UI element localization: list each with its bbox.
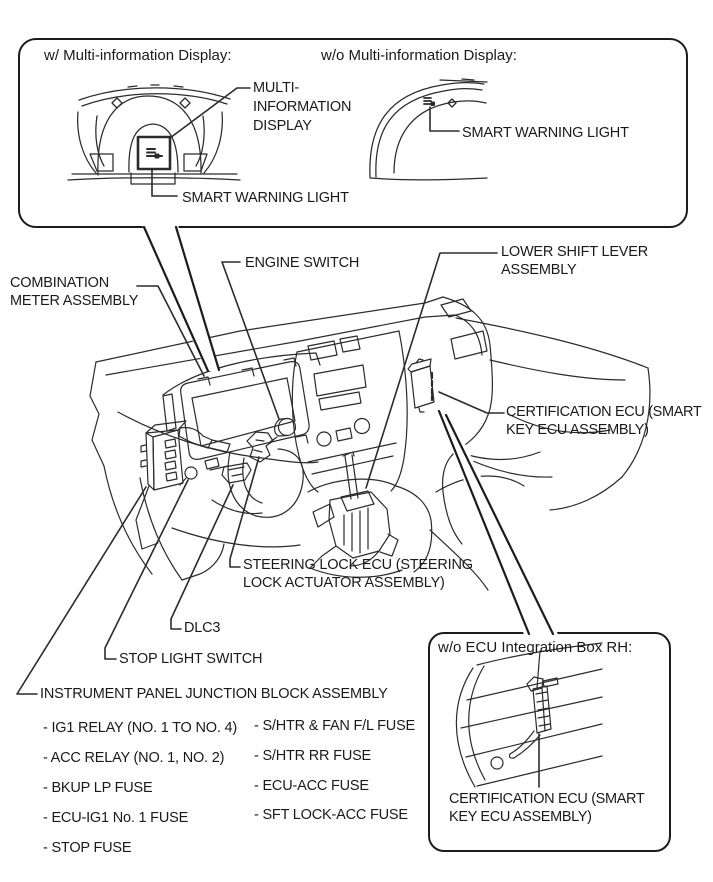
certification-ecu-label: CERTIFICATION ECU (SMART KEY ECU ASSEMBLY) <box>506 404 702 438</box>
junction-block-label: INSTRUMENT PANEL JUNCTION BLOCK ASSEMBLY <box>40 686 388 702</box>
cluster-with-mid-drawing <box>68 85 250 196</box>
panel-with-mid-title: w/ Multi-information Display: <box>44 47 232 64</box>
ecu-box-drawing <box>456 643 602 787</box>
fuse-item-shtr-rr: - S/HTR RR FUSE <box>254 748 372 764</box>
fuse-item-sft-lock-acc: - SFT LOCK-ACC FUSE <box>254 807 408 823</box>
dlc3-label: DLC3 <box>184 620 221 636</box>
leader-lines <box>17 253 539 787</box>
ecu-box-certification-label: CERTIFICATION ECU (SMART KEY ECU ASSEMBLY) <box>449 791 645 825</box>
ecu-box-title: w/o ECU Integration Box RH: <box>438 639 633 656</box>
fuse-item-ecu-acc: - ECU-ACC FUSE <box>254 778 369 794</box>
fuse-item-ecu-ig1: - ECU-IG1 No. 1 FUSE <box>43 810 189 826</box>
panel-without-mid-title: w/o Multi-information Display: <box>321 47 517 64</box>
steering-lock-ecu-label: STEERING LOCK ECU (STEERING LOCK ACTUATOR ASSEMBLY) <box>243 557 473 591</box>
fuse-item-acc-relay: - ACC RELAY (NO. 1, NO. 2) <box>43 750 225 766</box>
dashboard-drawing <box>90 297 650 590</box>
stop-light-switch-label: STOP LIGHT SWITCH <box>119 651 263 667</box>
fuse-item-shtr-fan-fl: - S/HTR & FAN F/L FUSE <box>254 718 416 734</box>
fuse-item-ig1-relay: - IG1 RELAY (NO. 1 TO NO. 4) <box>43 720 237 736</box>
engine-switch-label: ENGINE SWITCH <box>245 255 360 271</box>
smart-warning-light-label-right: SMART WARNING LIGHT <box>462 125 629 141</box>
multi-information-display-label: MULTI- INFORMATION DISPLAY <box>253 80 352 134</box>
fuse-item-bkup-lp: - BKUP LP FUSE <box>43 780 153 796</box>
lower-shift-lever-label: LOWER SHIFT LEVER ASSEMBLY <box>501 244 649 278</box>
smart-warning-light-label-left: SMART WARNING LIGHT <box>182 190 349 206</box>
fuse-item-stop: - STOP FUSE <box>43 840 132 856</box>
combination-meter-label: COMBINATION METER ASSEMBLY <box>10 275 139 309</box>
